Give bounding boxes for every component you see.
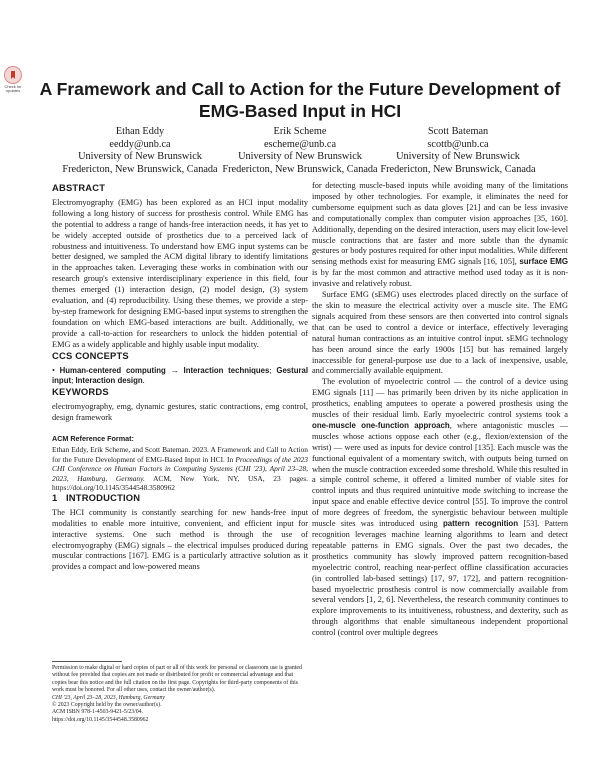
keywords-heading: KEYWORDS [52, 386, 109, 398]
ccs-heading: CCS CONCEPTS [52, 349, 129, 361]
paragraph-text: is by far the most common and attractive method used today as it is non-invasive and relatively robust. [312, 268, 568, 289]
ccs-bullet: • [52, 365, 55, 375]
ccs-separator: ; [269, 365, 272, 375]
paragraph-text: for detecting muscle-based inputs while avoiding many of the limitations imposed by other technologies. For example, it eliminates the need for cumbersome equipment such as data gloves [21] and can be less invasive and computationally complex than computer vision approaches [35, 160]. Additionally, depending on the desired interaction, users may elicit low-level muscle contractions that are faster and more subtle than the dynamic gestures or body postures required for other input modalities. While different sensing methods exist for measuring EMG signals [16, 105], [312, 181, 568, 267]
author-3 [358, 126, 558, 176]
author-email[interactable]: escheme@unb.ca [263, 138, 337, 150]
paragraph [312, 181, 568, 290]
check-for-updates-badge[interactable] [2, 66, 24, 96]
left-column [52, 183, 308, 743]
paragraph: Surface EMG (sEMG) uses electrodes placed directly on the surface of the skin to measure the electrical activity over a muscle site. The EMG signals acquired from these sensors are then converted into control signals that can be used to control a device or interface, effectively leveraging natural human contractions as an intuitive control input. sEMG technology has been around since the early 1900s [15] but has remained largely inaccessible for general-purpose use due to a lack of inexpensive, usable, and commercially available equipment. [312, 290, 568, 376]
right-column [312, 181, 568, 639]
reference-authors: Ethan Eddy, Erik Scheme, and Scott Bateman. 2023. A Framework and Call to Action for the Future Development of EMG-Based Input in HCI. In [52, 444, 308, 464]
copyright-line: © 2023 Copyright held by the owner/author(s). [52, 702, 162, 709]
section-number: 1 [52, 491, 58, 503]
intro-text: The HCI community is constantly searching for new hands-free input modalities to enable more intuitive, convenient, and efficient input for interactive systems. One such method is through the use of electromyography (EMG) signals – the electrical impulses produced during muscular contractions [167]. EMG is a particularly attractive solution as it provides a compact and low-powered means [52, 507, 308, 572]
author-email[interactable]: scottb@unb.ca [427, 138, 489, 150]
author-affiliation: University of New Brunswick [78, 151, 202, 163]
author-name: Ethan Eddy [115, 126, 165, 137]
emphasis: pattern recognition [442, 519, 519, 529]
badge-label: Check for updates [4, 84, 22, 93]
author-location: Fredericton, New Brunswick, Canada [62, 163, 218, 175]
ccs-arrow: → [170, 365, 179, 375]
reference-tail[interactable]: ACM, New York, NY, USA, 23 pages. https://doi.org/10.1145/3544548.3580962 [52, 473, 308, 493]
author-affiliation: University of New Brunswick [396, 151, 520, 163]
doi-link[interactable]: https://doi.org/10.1145/3544548.3580962 [52, 716, 149, 723]
paper-title: A Framework and Call to Action for the Future Development of EMG-Based Input in HCI [39, 79, 561, 121]
abstract-heading: ABSTRACT [52, 182, 106, 193]
ccs-concept: Interaction techniques [183, 365, 270, 375]
author-name: Erik Scheme [273, 126, 327, 137]
isbn-line: ACM ISBN 978-1-4503-9421-5/23/04. [52, 709, 143, 716]
emphasis: surface EMG [519, 257, 569, 267]
author-affiliation: University of New Brunswick [238, 151, 362, 163]
crossmark-icon [4, 66, 22, 84]
paragraph-text: , where antagonistic muscles — muscles whose actions oppose each other (e.g., flexion/extension of the wrist) — were used as inputs for device control [135]. Each muscle was the functional equivalent of a momentary switch, with outputs being turned on when the muscle contraction exceeded some threshold. While this resulted in a simple control scheme, it offered a limited number of viable sites for control inputs and thus required unintuitive mode switching to increase the input space and enable effective device control [55]. To improve the control of more degrees of freedom, the synergistic behaviour between multiple muscle sites was introduced using [312, 420, 568, 529]
conference-line: CHI '23, April 23–28, 2023, Hamburg, Germany [52, 694, 165, 701]
ccs-end: . [142, 376, 145, 386]
reference-venue: Proceedings of the 2023 CHI Conference on Human Factors in Computing Systems (CHI '23), April 23–28, 2023, Hamburg, Germany. [52, 454, 308, 483]
paragraph-text: [53]. Pattern recognition leverages machine learning algorithms to learn and detect repeatable patterns in EMG signals. Over the past two decades, the prosthetics community has slowly improved pattern recognition-based myoelectric control, reaching near-perfect offline classification accuracies (in controlled lab-based settings) [17, 97, 172], and pattern recognition-based myoelectric prosthesis control is now commercially available from several vendors [1, 2, 6]. Nevertheless, the research community continues to explore improvements to its intuitiveness, robustness, and dexterity, such as through algorithms that enable simultaneous independent proportional control (control over multiple degrees [312, 519, 568, 638]
author-name: Scott Bateman [427, 126, 489, 137]
ccs-concepts [52, 366, 308, 388]
abstract-text: Electromyography (EMG) has been explored as an HCI input modality following a long history of success for prosthesis control. While EMG has the potential to address a range of hands-free interaction needs, it has yet to be widely accepted outside of prosthetics due to a perceived lack of robustness and intuitiveness. To understand how EMG input systems can be better designed, we sampled the ACM digital library to identify limitations in the approaches taken. Leveraging these works in combination with our research group's extensive interdisciplinary experience in this field, four themes emerged (1) interaction design, (2) model design, (3) system evaluation, and (4) reproducibility. Using these themes, we provide a step-by-step framework for designing EMG-based input systems to strengthen the foundation on which EMG-based interactions are built. Additionally, we provide a call-to-action for researchers to unlock the hidden potential of EMG as a widely applicable and highly usable input modality. [52, 197, 309, 349]
bookmark-icon [8, 70, 18, 80]
acm-reference [52, 445, 308, 493]
ccs-concept: Gestural input [52, 365, 309, 386]
ccs-separator: ; [71, 376, 74, 386]
permission-notice: Permission to make digital or hard copies of part or all of this work for personal or classroom use is granted without fee provided that copies are not made or distributed for profit or commercial advantage and that copies bear this notice and the full citation on the first page. Copyrights for third-party components of this work must be honored. For all other uses, contact the owner/author(s). [52, 665, 302, 694]
acm-reference-heading: ACM Reference Format: [52, 434, 134, 444]
intro-heading [52, 493, 308, 504]
footnote-divider [52, 661, 122, 662]
author-location: Fredericton, New Brunswick, Canada [222, 163, 378, 175]
author-email[interactable]: eeddy@unb.ca [109, 138, 171, 150]
copyright-footnote [52, 665, 308, 724]
paragraph [312, 377, 568, 639]
author-location: Fredericton, New Brunswick, Canada [380, 163, 536, 175]
paragraph-text: The evolution of myoelectric control — the control of a device using EMG signals [11] — has primarily been driven by its niche application in prosthetics, enabling amputees to operate a powered prosthesis using the muscles of their residual limb. Early myoelectric control systems took a [312, 377, 568, 420]
section-title: INTRODUCTION [66, 491, 141, 503]
ccs-concept: Human-centered computing [59, 365, 166, 375]
author-block [0, 126, 600, 176]
ccs-concept: Interaction design [75, 376, 143, 386]
keywords-text: electromyography, emg, dynamic gestures, static contractions, emg control, design framework [52, 402, 308, 423]
emphasis: one-muscle one-function approach [312, 420, 450, 430]
